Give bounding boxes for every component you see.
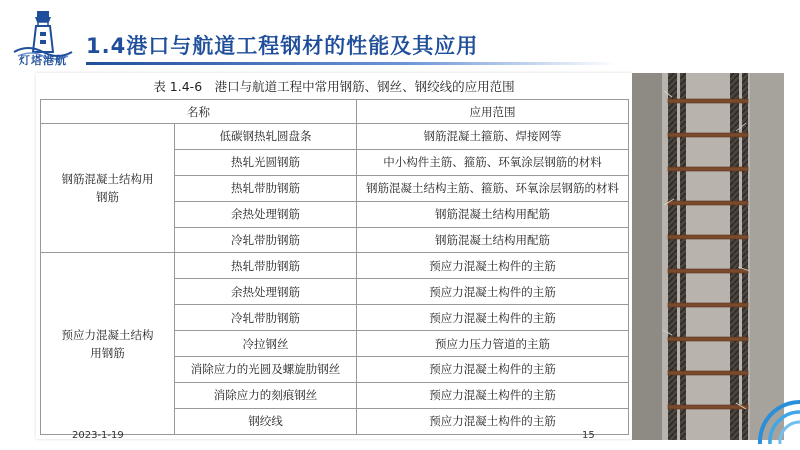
footer-page-number: 15 bbox=[582, 430, 595, 441]
table-row bbox=[41, 253, 629, 279]
table-caption: 表 1.4-6 港口与航道工程中常用钢筋、钢丝、钢绞线的应用范围 bbox=[153, 79, 515, 94]
row-name: 热轧光圆钢筋 bbox=[175, 149, 357, 175]
group-label: 预应力混凝土结构用钢筋 bbox=[41, 253, 175, 434]
row-name: 热轧带肋钢筋 bbox=[175, 253, 357, 279]
row-name: 余热处理钢筋 bbox=[175, 279, 357, 305]
row-usage: 预应力混凝土构件的主筋 bbox=[357, 305, 629, 331]
row-usage: 预应力压力管道的主筋 bbox=[357, 331, 629, 357]
row-name: 钢绞线 bbox=[175, 408, 357, 434]
header-name: 名称 bbox=[41, 100, 357, 124]
rebar-cage-photo bbox=[632, 73, 784, 440]
row-usage: 钢筋混凝土箍筋、焊接网等 bbox=[357, 124, 629, 150]
row-name: 余热处理钢筋 bbox=[175, 201, 357, 227]
row-usage: 钢筋混凝土结构用配筋 bbox=[357, 227, 629, 253]
row-name: 冷轧带肋钢筋 bbox=[175, 305, 357, 331]
page-title: 1.4港口与航道工程钢材的性能及其应用 bbox=[86, 34, 479, 58]
table-header-row bbox=[41, 100, 629, 124]
swirl-decoration-icon bbox=[752, 396, 800, 450]
footer-date: 2023-1-19 bbox=[72, 430, 124, 441]
group-label: 钢筋混凝土结构用钢筋 bbox=[41, 124, 175, 253]
row-usage: 预应力混凝土构件的主筋 bbox=[357, 408, 629, 434]
row-usage: 钢筋混凝土结构主筋、箍筋、环氧涂层钢筋的材料 bbox=[357, 175, 629, 201]
row-usage: 预应力混凝土构件的主筋 bbox=[357, 279, 629, 305]
header-usage: 应用范围 bbox=[357, 100, 629, 124]
rebar-cage-illustration bbox=[632, 73, 784, 440]
row-name: 冷拉钢丝 bbox=[175, 331, 357, 357]
table-panel bbox=[36, 73, 632, 439]
row-usage: 预应力混凝土构件的主筋 bbox=[357, 382, 629, 408]
row-name: 冷轧带肋钢筋 bbox=[175, 227, 357, 253]
row-name: 消除应力的光圆及螺旋肋钢丝 bbox=[175, 357, 357, 383]
row-usage: 钢筋混凝土结构用配筋 bbox=[357, 201, 629, 227]
row-usage: 预应力混凝土构件的主筋 bbox=[357, 357, 629, 383]
row-name: 消除应力的刻痕钢丝 bbox=[175, 382, 357, 408]
title-underline bbox=[86, 62, 616, 65]
logo-text: 灯塔港航 bbox=[19, 54, 67, 67]
row-name: 低碳钢热轧圆盘条 bbox=[175, 124, 357, 150]
table-row bbox=[41, 124, 629, 150]
row-usage: 中小构件主筋、箍筋、环氧涂层钢筋的材料 bbox=[357, 149, 629, 175]
row-name: 热轧带肋钢筋 bbox=[175, 175, 357, 201]
steel-usage-table bbox=[40, 99, 629, 435]
row-usage: 预应力混凝土构件的主筋 bbox=[357, 253, 629, 279]
